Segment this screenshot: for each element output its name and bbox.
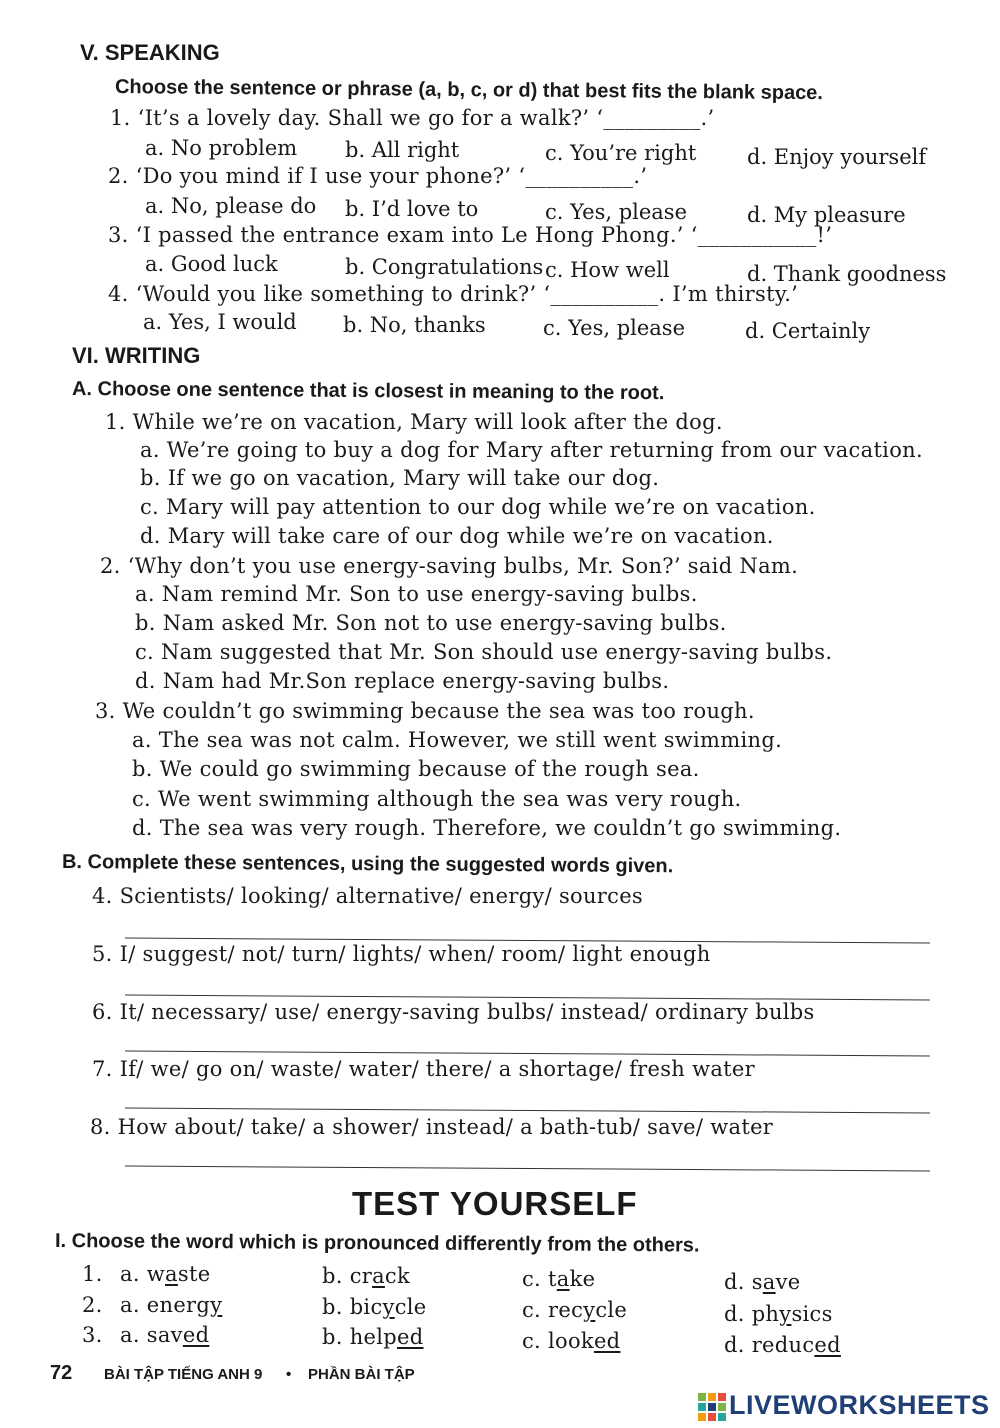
writing-b-item-7: 7. If/ we/ go on/ waste/ water/ there/ a shortage/ fresh water: [92, 1057, 755, 1081]
speaking-q4-option-c[interactable]: c. Yes, please: [543, 316, 686, 340]
test-yourself-title: TEST YOURSELF: [352, 1185, 638, 1222]
pron-q1-option-c[interactable]: c. take: [522, 1267, 596, 1291]
speaking-q1-option-d[interactable]: d. Enjoy yourself: [747, 145, 927, 169]
writing-a-q1-option-a[interactable]: a. We’re going to buy a dog for Mary after returning from our vacation.: [140, 438, 923, 462]
pron-q2-option-b[interactable]: b. bicycle: [322, 1295, 427, 1319]
writing-a-q3-option-b[interactable]: b. We could go swimming because of the rough sea.: [132, 757, 700, 781]
speaking-q1-option-b[interactable]: b. All right: [345, 138, 460, 162]
writing-a-q1-option-b[interactable]: b. If we go on vacation, Mary will take our dog.: [140, 466, 660, 490]
writing-b-item-4: 4. Scientists/ looking/ alternative/ energy/ sources: [92, 884, 643, 908]
writing-a-question-2: 2. ‘Why don’t you use energy-saving bulbs, Mr. Son?’ said Nam.: [100, 554, 799, 578]
pronunciation-instruction: I. Choose the word which is pronounced differently from the others.: [54, 1230, 700, 1257]
writing-a-q3-option-d[interactable]: d. The sea was very rough. Therefore, we couldn’t go swimming.: [132, 816, 842, 840]
writing-part-a-instruction: A. Choose one sentence that is closest in meaning to the root.: [71, 378, 665, 405]
speaking-q1-option-a[interactable]: a. No problem: [145, 136, 298, 160]
pron-q2-option-d[interactable]: d. physics: [724, 1302, 833, 1326]
pron-q3-option-a[interactable]: a. saved: [120, 1323, 210, 1347]
speaking-q2-option-c[interactable]: c. Yes, please: [545, 200, 688, 224]
speaking-q2-option-a[interactable]: a. No, please do: [145, 194, 317, 218]
writing-a-q1-option-c[interactable]: c. Mary will pay attention to our dog while we’re on vacation.: [140, 495, 816, 519]
writing-b-item-5: 5. I/ suggest/ not/ turn/ lights/ when/ room/ light enough: [92, 942, 711, 966]
pron-q1-option-d[interactable]: d. save: [724, 1270, 801, 1294]
writing-a-q1-option-d[interactable]: d. Mary will take care of our dog while we’re on vacation.: [140, 524, 774, 548]
book-title: BÀI TẬP TIẾNG ANH 9: [104, 1366, 263, 1383]
speaking-q3-option-d[interactable]: d. Thank goodness: [747, 262, 947, 286]
writing-b-item-8: 8. How about/ take/ a shower/ instead/ a bath-tub/ save/ water: [90, 1115, 774, 1139]
writing-a-q2-option-a[interactable]: a. Nam remind Mr. Son to use energy-saving bulbs.: [135, 582, 698, 606]
speaking-q3-option-b[interactable]: b. Congratulations: [345, 255, 544, 279]
writing-a-q2-option-c[interactable]: c. Nam suggested that Mr. Son should use energy-saving bulbs.: [135, 640, 833, 664]
writing-a-q2-option-b[interactable]: b. Nam asked Mr. Son not to use energy-saving bulbs.: [135, 611, 727, 635]
speaking-question-2: 2. ‘Do you mind if I use your phone?’ ‘__________.’: [108, 164, 648, 188]
speaking-q3-option-a[interactable]: a. Good luck: [145, 252, 278, 276]
writing-a-q3-option-c[interactable]: c. We went swimming although the sea was very rough.: [132, 787, 742, 811]
pron-q3-option-c[interactable]: c. looked: [522, 1329, 621, 1353]
pron-q3-option-b[interactable]: b. helped: [322, 1325, 424, 1349]
writing-a-q2-option-d[interactable]: d. Nam had Mr.Son replace energy-saving bulbs.: [135, 669, 670, 693]
speaking-section-title: V. SPEAKING: [80, 40, 220, 65]
pron-q2-option-c[interactable]: c. recycle: [522, 1298, 628, 1322]
footer-bullet: •: [286, 1366, 292, 1383]
page-number: 72: [50, 1362, 73, 1384]
liveworksheets-logo-icon: [698, 1393, 726, 1421]
speaking-q2-option-b[interactable]: b. I’d love to: [345, 197, 479, 221]
writing-b-item-6: 6. It/ necessary/ use/ energy-saving bulbs/ instead/ ordinary bulbs: [92, 1000, 815, 1024]
writing-part-b-instruction: B. Complete these sentences, using the suggested words given.: [61, 851, 674, 878]
writing-section-title: VI. WRITING: [72, 343, 201, 368]
speaking-question-3: 3. ‘I passed the entrance exam into Le Hong Phong.’ ‘___________!’: [108, 223, 833, 247]
speaking-q4-option-b[interactable]: b. No, thanks: [343, 313, 486, 337]
answer-line-6[interactable]: [125, 1051, 930, 1057]
footer-section: PHẦN BÀI TẬP: [308, 1366, 415, 1383]
pron-q1-option-b[interactable]: b. crack: [322, 1264, 411, 1288]
writing-a-q3-option-a[interactable]: a. The sea was not calm. However, we still went swimming.: [132, 728, 783, 752]
answer-line-7[interactable]: [125, 1108, 930, 1114]
speaking-q2-option-d[interactable]: d. My pleasure: [747, 203, 906, 227]
speaking-question-4: 4. ‘Would you like something to drink?’ ‘__________. I’m thirsty.’: [108, 282, 799, 306]
speaking-q4-option-a[interactable]: a. Yes, I would: [143, 310, 297, 334]
speaking-q4-option-d[interactable]: d. Certainly: [745, 319, 871, 343]
pron-row-1-number: 1.: [82, 1262, 103, 1286]
speaking-instruction: Choose the sentence or phrase (a, b, c, or d) that best fits the blank space.: [114, 76, 824, 105]
speaking-question-1: 1. ‘It’s a lovely day. Shall we go for a walk?’ ‘_________.’: [110, 106, 715, 130]
pron-q3-option-d[interactable]: d. reduced: [724, 1333, 841, 1357]
writing-a-question-3: 3. We couldn’t go swimming because the sea was too rough.: [95, 699, 755, 723]
pron-q2-option-a[interactable]: a. energy: [120, 1293, 223, 1317]
liveworksheets-watermark: LIVEWORKSHEETS: [729, 1390, 990, 1420]
pron-row-2-number: 2.: [82, 1293, 103, 1317]
pron-q1-option-a[interactable]: a. waste: [120, 1262, 211, 1286]
writing-a-question-1: 1. While we’re on vacation, Mary will look after the dog.: [105, 410, 723, 434]
speaking-q3-option-c[interactable]: c. How well: [545, 258, 670, 282]
pron-row-3-number: 3.: [82, 1323, 103, 1347]
speaking-q1-option-c[interactable]: c. You’re right: [545, 141, 697, 165]
answer-line-8[interactable]: [125, 1166, 930, 1172]
